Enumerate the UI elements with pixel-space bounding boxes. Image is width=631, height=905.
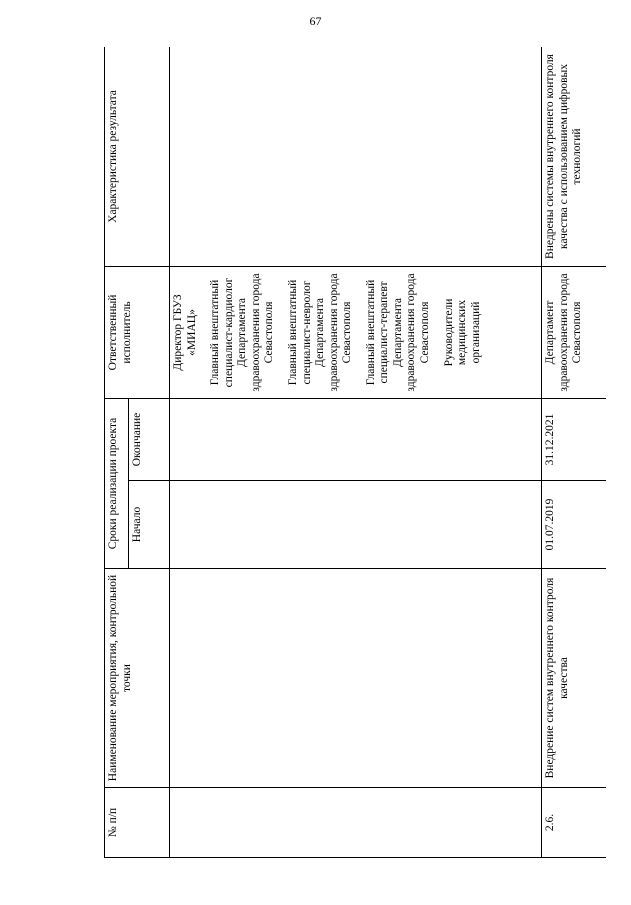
row2-start: 01.07.2019 — [542, 481, 607, 569]
header-num: № п/п — [105, 788, 170, 858]
row1-responsible — [170, 266, 542, 398]
row2-name: Внедрение систем внутреннего контроля качества — [542, 569, 607, 788]
table-row — [170, 47, 542, 858]
row2-result: Внедрены системы внутреннего контроля качества с использованием цифровых технологий — [542, 47, 607, 266]
row1-end — [170, 398, 542, 480]
header-row-1 — [105, 47, 129, 858]
row1-name — [170, 569, 542, 788]
responsible-item: Главный внештатный специалист-кардиолог Департамента здравоохранения города Севастополя — [209, 273, 276, 392]
rotated-table-container — [104, 47, 606, 858]
row1-start — [170, 481, 542, 569]
row2-end: 31.12.2021 — [542, 398, 607, 480]
row1-result — [170, 47, 542, 266]
header-result: Характеристика результата — [105, 47, 170, 266]
responsible-item: Руководители медицинских организаций — [442, 298, 482, 367]
rotated-table-inner — [104, 47, 606, 858]
header-end: Окончание — [129, 398, 170, 480]
responsible-item: Директор ГБУЗ «МИАЦ» — [172, 294, 198, 371]
table-row — [542, 47, 607, 858]
header-name: Наименование мероприятия, контрольной точки — [105, 569, 170, 788]
row2-responsible: Департамент здравоохранения города Севастополя — [542, 266, 607, 398]
header-responsible: Ответственный исполнитель — [105, 266, 170, 398]
responsible-item: Главный внештатный специалист-невролог Департамента здравоохранения города Севастополя — [286, 273, 354, 392]
page-number: 67 — [309, 14, 322, 28]
project-table — [104, 47, 606, 858]
header-timeline: Сроки реализации проекта — [105, 398, 129, 568]
responsible-item: Главный внештатный специалист-терапевт Департамента здравоохранения города Севастополя — [364, 273, 431, 392]
header-start: Начало — [129, 481, 170, 569]
row1-num — [170, 788, 542, 858]
row2-num: 2.6. — [542, 788, 607, 858]
